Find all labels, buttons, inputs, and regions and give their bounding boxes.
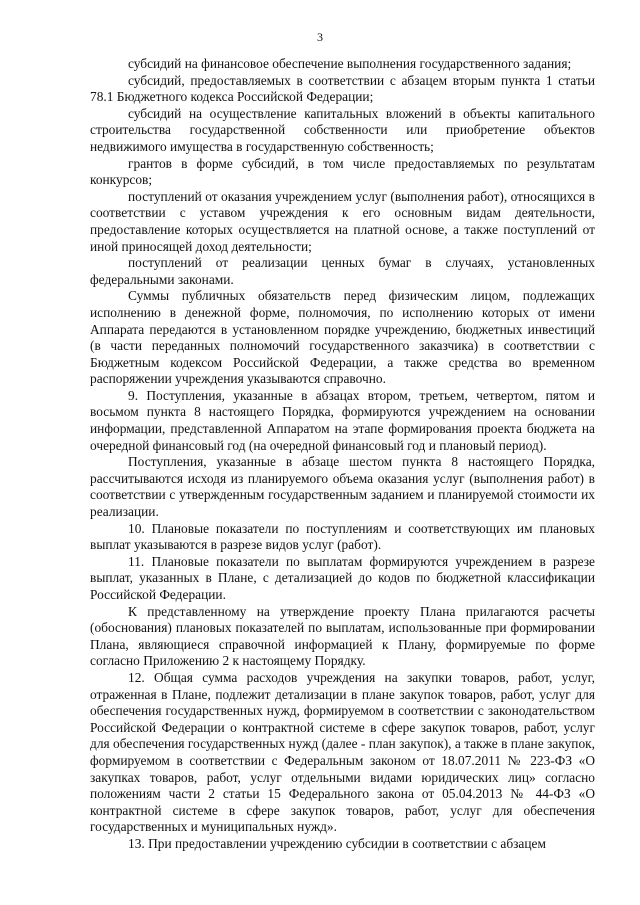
paragraph: Поступления, указанные в абзаце шестом пункта 8 настоящего Порядка, рассчитываются исходя из планируемого объема оказания услуг (выполнения работ) в соответствии с утвержденным государственным заданием и планируемой стоимости их реализации. (90, 454, 595, 520)
paragraph: Суммы публичных обязательств перед физическим лицом, подлежащих исполнению в денежной форме, полномочия, по исполнению которых от имени Аппарата передаются в установленном порядке учреждению, бюджетных инвестиций (в части переданных полномочий государственного заказчика) в соответствии с Бюджетным кодексом Российской Федерации, а также средства во временном распоряжении учреждения указываются справочно. (90, 288, 595, 387)
paragraph: поступлений от реализации ценных бумаг в случаях, установленных федеральными законами. (90, 255, 595, 287)
paragraph: субсидий, предоставляемых в соответствии с абзацем вторым пункта 1 статьи 78.1 Бюджетного кодекса Российской Федерации; (90, 72, 595, 105)
paragraph: К представленному на утверждение проекту Плана прилагаются расчеты (обоснования) плановых показателей по выплатам, использованные при формировании Плана, являющиеся справочной информацией к Плану, формируемые по форме согласно Приложению 2 к настоящему Порядку. (90, 603, 595, 669)
paragraph: 12. Общая сумма расходов учреждения на закупки товаров, работ, услуг, отраженная в Плане, подлежит детализации в плане закупок товаров, работ, услуг для обеспечения государственных нужд, формируемом в соответствии с законодательством Российской Федерации о контрактной системе в сфере закупок товаров, работ, услуг для обеспечения государственных нужд (далее - план закупок), а также в плане закупок, формируемом в соответствии с Федеральным законом от 18.07.2011 № 223-ФЗ «О закупках товаров, работ, услуг отдельными видами юридических лиц» согласно положениям части 2 статьи 15 Федерального закона от 05.04.2013 № 44-ФЗ «О контрактной системе в сфере закупок товаров, работ, услуг для обеспечения государственных и муниципальных нужд». (90, 669, 595, 835)
paragraph: 9. Поступления, указанные в абзацах втором, третьем, четвертом, пятом и восьмом пункта 8 настоящего Порядка, формируются учреждением на основании информации, представленной Аппаратом на этапе формирования проекта бюджета на очередной финансовый год (на очередной финансовый год и плановый период). (90, 387, 595, 453)
paragraph: поступлений от оказания учреждением услуг (выполнения работ), относящихся в соответствии с уставом учреждения к его основным видам деятельности, предоставление которых осуществляется на платной основе, а также поступлений от иной приносящей доход деятельности; (90, 188, 595, 254)
page-number: 3 (317, 30, 323, 44)
paragraph: субсидий на осуществление капитальных вложений в объекты капитального строительства государственной собственности или приобретение объектов недвижимого имущества в государственную собственность; (90, 105, 595, 154)
document-body (90, 56, 595, 853)
paragraph: субсидий на финансовое обеспечение выполнения государственного задания; (128, 56, 572, 71)
paragraph: 10. Плановые показатели по поступлениям и соответствующих им плановых выплат указываются в разрезе видов услуг (работ). (90, 520, 595, 553)
paragraph: 13. При предоставлении учреждению субсидии в соответствии с абзацем (128, 835, 546, 851)
paragraph: грантов в форме субсидий, в том числе предоставляемых по результатам конкурсов; (90, 155, 595, 188)
paragraph: 11. Плановые показатели по выплатам формируются учреждением в разрезе выплат, указанных в Плане, с детализацией до кодов по бюджетной классификации Российской Федерации. (90, 553, 595, 602)
